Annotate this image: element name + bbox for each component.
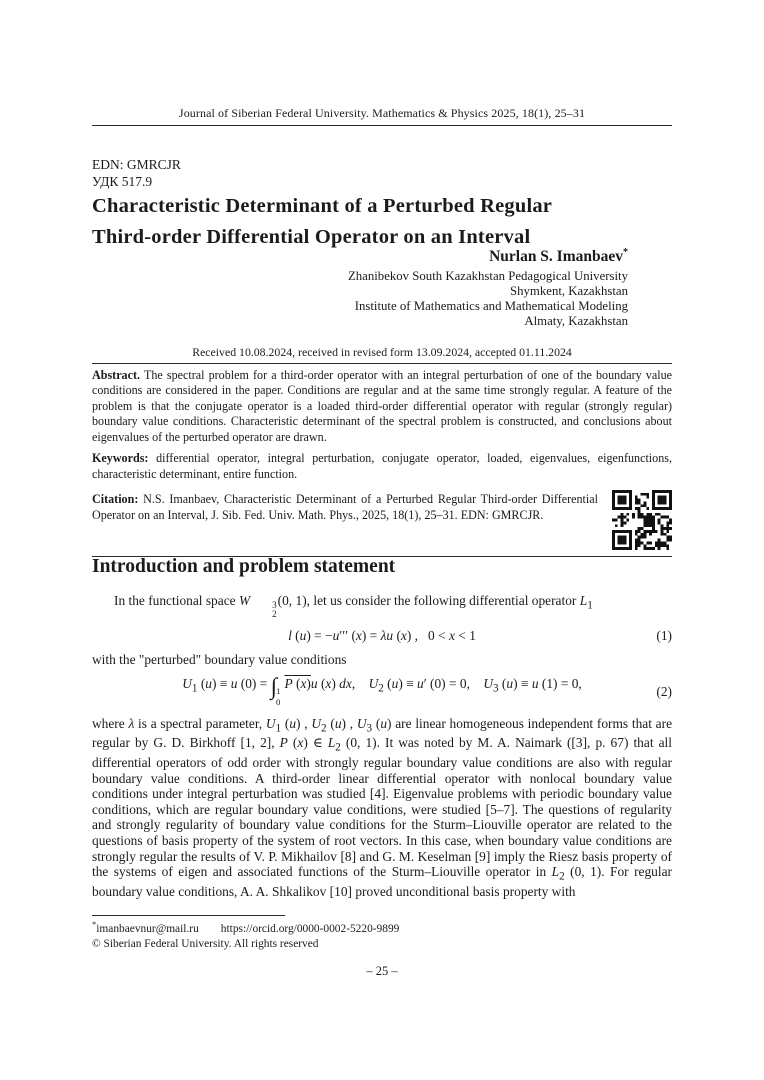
affiliation-line: Shymkent, Kazakhstan bbox=[510, 284, 628, 299]
equation-1-number: (1) bbox=[656, 627, 672, 643]
header-divider bbox=[92, 125, 672, 126]
keywords-paragraph bbox=[92, 451, 672, 482]
citation-text: N.S. Imanbaev, Characteristic Determinant of a Perturbed Regular Third-order Differential Operator on an Interval, J. Sib. Fed. Univ. Math. Phys., 2025, 18(1), 25–31. EDN: GMRCJR. bbox=[92, 492, 598, 522]
journal-header: Journal of Siberian Federal University. Mathematics & Physics 2025, 18(1), 25–31 bbox=[178, 106, 586, 120]
abstract-label: Abstract. bbox=[92, 368, 141, 382]
qr-code-icon bbox=[612, 490, 672, 550]
author-name-text: Nurlan S. Imanbaev bbox=[489, 248, 623, 266]
section-heading: Introduction and problem statement bbox=[92, 556, 396, 577]
equation-1 bbox=[92, 628, 672, 643]
equation-1-formula: l (u) = −u′′′ (x) = λu (x) , 0 < x < 1 bbox=[288, 627, 476, 643]
affiliation-line: Almaty, Kazakhstan bbox=[524, 314, 628, 329]
keywords-text: differential operator, integral perturbation, conjugate operator, loaded, eigenvalues, eigenfunctions, characteristic determinant, entire function. bbox=[92, 451, 672, 481]
footnote-contact-line bbox=[92, 919, 672, 937]
equation-2-number: (2) bbox=[656, 683, 672, 699]
citation-paragraph bbox=[92, 492, 672, 523]
front-matter bbox=[92, 363, 672, 557]
footnote-copyright: © Siberian Federal University. All rights reserved bbox=[92, 937, 319, 950]
between-equations-text: with the "perturbed" boundary value conditions bbox=[92, 652, 347, 668]
page-number: – 25 – bbox=[366, 964, 398, 978]
received-line: Received 10.08.2024, received in revised form 13.09.2024, accepted 01.11.2024 bbox=[192, 345, 572, 359]
paper-title bbox=[92, 191, 672, 253]
intro-paragraph: In the functional space W 3 2 (0, 1), let us consider the following differential operator $L_1$ bbox=[114, 592, 593, 620]
footnote-divider bbox=[92, 915, 285, 916]
abstract-paragraph bbox=[92, 368, 672, 445]
equation-2 bbox=[92, 676, 672, 707]
abstract-text: The spectral problem for a third-order operator with an integral perturbation of one of the boundary value conditions are considered in the paper. Conditions are regular and at the same time strongly regular. A feature of the problem is that the conjugate operator is a loaded third-order differential operator with regular (strongly regular) boundary value conditions. Characteristic determinant of the spectral problem is constructed, and conclusions about eigenvalues of the perturbed operator are drawn. bbox=[92, 368, 672, 444]
author-footnote-mark: * bbox=[623, 247, 628, 258]
body-paragraph: where λ is a spectral parameter, $U_1$ (u) , $U_2$ (u) , $U_3$ (u) are linear homogeneous independent forms that are regular by G. D. Birkhoff [1, 2], P (x) ∈ $L_2$ (0, 1). It was noted by M. A. Naimark ([3], p. 67) that all differential operators of odd order with strongly regular boundary value conditions are also with regular boundary value conditions. A third-order linear differential operator with nonlocal boundary value conditions under integral perturbation was studied [4]. Eigenvalue problems with periodic boundary value conditions, which are regular boundary value conditions, were studied [5–7]. The questions of regularity and strongly regularity of boundary value conditions for the Sturm–Liouville operator are related to the questions of basis property of the system of root vectors. In this case, when boundary value conditions are strongly regular the results of V. P. Mikhailov [8] and G. M. Keselman [9] imply the Riesz basis property of the systems of eigen and associated functions of the Sturm–Liouville operator in $L_2$ (0, 1). For regular boundary value conditions, A. A. Shkalikov [10] proved unconditional basis property with bbox=[92, 715, 673, 899]
author-name bbox=[92, 247, 628, 266]
paper-title-line2: Third-order Differential Operator on an Interval bbox=[92, 225, 531, 248]
equation-2-formula: $U_1$ (u) ≡ u (0) = ∫ 1 0 P (x)u (x) dx, $U_2$ (u) ≡ u′ (0) = 0, $U_3$ (u) ≡ u (1) = 0, bbox=[182, 674, 582, 707]
abstract-top-divider bbox=[92, 363, 672, 364]
footnote-email: imanbaevnur@mail.ru bbox=[96, 922, 199, 935]
footnote-orcid-url: https://orcid.org/0000-0002-5220-9899 bbox=[220, 922, 400, 935]
affiliation-line: Zhanibekov South Kazakhstan Pedagogical University bbox=[347, 269, 628, 284]
edn-code: EDN: GMRCJR bbox=[92, 157, 181, 172]
citation-block bbox=[92, 488, 672, 552]
paper-title-line1: Characteristic Determinant of a Perturbed Regular bbox=[92, 195, 553, 217]
footnote-mark: * bbox=[92, 919, 97, 929]
footnote-block bbox=[92, 915, 672, 951]
udc-code: УДК 517.9 bbox=[92, 174, 153, 189]
affiliation-line: Institute of Mathematics and Mathematical Modeling bbox=[354, 299, 628, 314]
citation-label: Citation: bbox=[92, 492, 139, 507]
main-content bbox=[92, 556, 672, 906]
keywords-label: Keywords: bbox=[92, 451, 149, 466]
author-block bbox=[92, 247, 672, 330]
